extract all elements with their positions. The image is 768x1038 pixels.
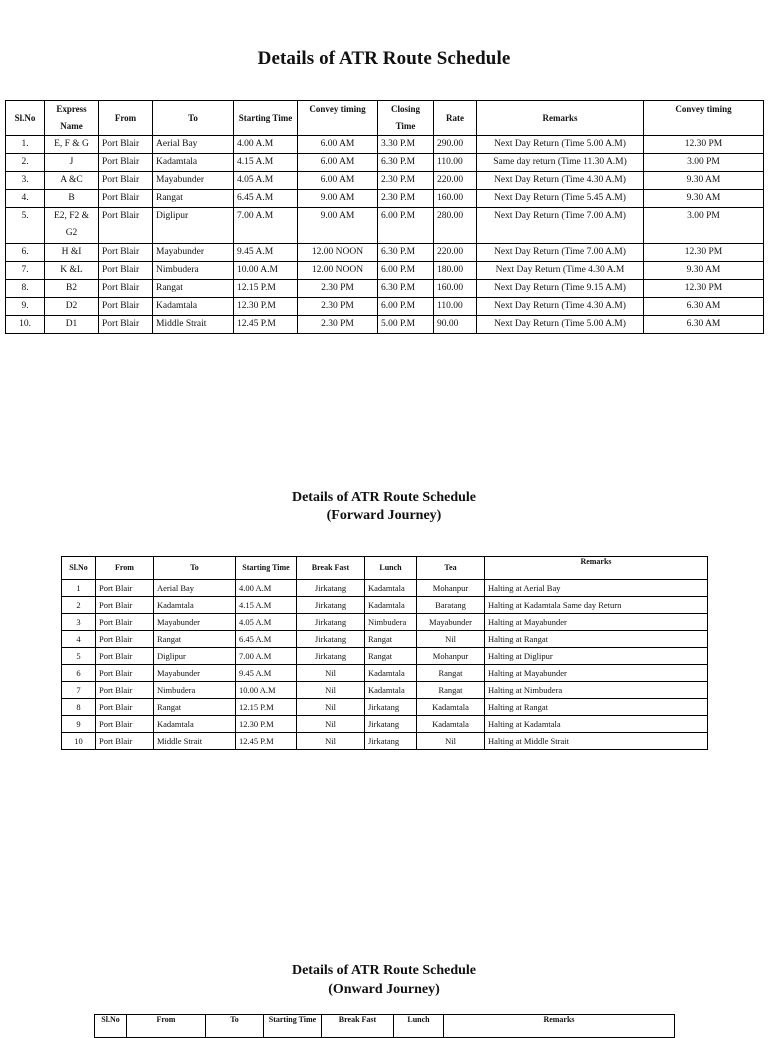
cell-from: Port Blair — [99, 316, 153, 334]
cell-start: 6.45 A.M — [236, 631, 297, 648]
table-row — [62, 665, 708, 682]
cell-start: 6.45 A.M — [234, 190, 298, 208]
cell-convey: 6.00 AM — [298, 172, 378, 190]
cell-convey: 2.30 PM — [298, 298, 378, 316]
cell-rate: 110.00 — [434, 298, 477, 316]
cell-express: E2, F2 & G2 — [45, 208, 99, 244]
cell-convey2: 9.30 AM — [644, 172, 764, 190]
cell-close: 2.30 P.M — [378, 190, 434, 208]
table-row — [62, 682, 708, 699]
table-row — [62, 614, 708, 631]
cell-convey2: 6.30 AM — [644, 298, 764, 316]
cell-tea: Kadamtala — [417, 699, 485, 716]
table-row — [62, 597, 708, 614]
header-convey-timing: Convey timing — [298, 101, 378, 136]
cell-close: 6.00 P.M — [378, 298, 434, 316]
cell-to: Middle Strait — [153, 316, 234, 334]
forward-subtitle: (Forward Journey) — [326, 508, 442, 523]
cell-convey2: 12.30 PM — [644, 280, 764, 298]
header-convey-timing-return: Convey timing — [644, 101, 764, 136]
cell-remarks: Halting at Rangat — [485, 699, 708, 716]
header-express-name: Express Name — [45, 101, 99, 136]
cell-start: 10.00 A.M — [236, 682, 297, 699]
table-row — [6, 172, 764, 190]
cell-from: Port Blair — [96, 648, 154, 665]
cell-to: Rangat — [154, 631, 236, 648]
cell-rate: 290.00 — [434, 136, 477, 154]
cell-from: Port Blair — [99, 280, 153, 298]
cell-slno: 6. — [6, 244, 45, 262]
cell-slno: 1. — [6, 136, 45, 154]
cell-to: Aerial Bay — [153, 136, 234, 154]
header-breakfast: Break Fast — [322, 1015, 394, 1038]
cell-close: 5.00 P.M — [378, 316, 434, 334]
cell-from: Port Blair — [99, 136, 153, 154]
header-remarks: Remarks — [444, 1015, 675, 1038]
cell-to: Diglipur — [153, 208, 234, 244]
cell-express: B2 — [45, 280, 99, 298]
header-from: From — [127, 1015, 206, 1038]
cell-express: B — [45, 190, 99, 208]
cell-rate: 160.00 — [434, 280, 477, 298]
header-slno: Sl.No — [95, 1015, 127, 1038]
cell-to: Nimbudera — [153, 262, 234, 280]
table-row — [6, 280, 764, 298]
cell-breakfast: Nil — [297, 665, 365, 682]
cell-from: Port Blair — [96, 733, 154, 750]
cell-start: 12.30 P.M — [236, 716, 297, 733]
cell-to: Rangat — [153, 280, 234, 298]
cell-rate: 220.00 — [434, 172, 477, 190]
cell-to: Mayabunder — [153, 244, 234, 262]
cell-slno: 3 — [62, 614, 96, 631]
cell-convey: 2.30 PM — [298, 316, 378, 334]
forward-title: Details of ATR Route Schedule — [291, 490, 477, 505]
cell-convey2: 12.30 PM — [644, 136, 764, 154]
cell-rate: 180.00 — [434, 262, 477, 280]
table-row — [6, 190, 764, 208]
cell-remarks: Next Day Return (Time 9.15 A.M) — [477, 280, 644, 298]
cell-to: Aerial Bay — [154, 580, 236, 597]
cell-tea: Nil — [417, 631, 485, 648]
cell-start: 12.45 P.M — [236, 733, 297, 750]
cell-slno: 10 — [62, 733, 96, 750]
table-row — [6, 244, 764, 262]
cell-from: Port Blair — [96, 614, 154, 631]
schedule-title: Details of ATR Route Schedule — [257, 48, 511, 69]
cell-breakfast: Nil — [297, 733, 365, 750]
header-slno: Sl.No — [6, 101, 45, 136]
cell-tea: Baratang — [417, 597, 485, 614]
cell-lunch: Kadamtala — [365, 665, 417, 682]
cell-to: Mayabunder — [154, 665, 236, 682]
cell-slno: 5 — [62, 648, 96, 665]
cell-convey2: 3.00 PM — [644, 154, 764, 172]
cell-to: Kadamtala — [154, 597, 236, 614]
cell-convey: 2.30 PM — [298, 280, 378, 298]
table-row — [6, 136, 764, 154]
cell-to: Rangat — [153, 190, 234, 208]
cell-tea: Mohanpur — [417, 648, 485, 665]
cell-remarks: Halting at Middle Strait — [485, 733, 708, 750]
cell-to: Mayabunder — [153, 172, 234, 190]
cell-start: 10.00 A.M — [234, 262, 298, 280]
cell-remarks: Next Day Return (Time 4.30 A.M) — [477, 298, 644, 316]
header-to: To — [154, 557, 236, 580]
cell-breakfast: Jirkatang — [297, 648, 365, 665]
onward-subtitle: (Onward Journey) — [328, 982, 440, 997]
cell-start: 4.05 A.M — [236, 614, 297, 631]
table-row — [62, 716, 708, 733]
cell-lunch: Kadamtala — [365, 597, 417, 614]
cell-convey: 12.00 NOON — [298, 244, 378, 262]
cell-from: Port Blair — [96, 580, 154, 597]
table-body — [6, 136, 764, 334]
cell-tea: Kadamtala — [417, 716, 485, 733]
table-body — [62, 580, 708, 750]
cell-from: Port Blair — [96, 699, 154, 716]
cell-from: Port Blair — [99, 244, 153, 262]
header-tea: Tea — [417, 557, 485, 580]
cell-start: 9.45 A.M — [236, 665, 297, 682]
cell-slno: 4 — [62, 631, 96, 648]
table-row — [62, 648, 708, 665]
cell-breakfast: Jirkatang — [297, 580, 365, 597]
cell-convey: 12.00 NOON — [298, 262, 378, 280]
cell-start: 12.15 P.M — [234, 280, 298, 298]
cell-start: 12.45 P.M — [234, 316, 298, 334]
cell-rate: 280.00 — [434, 208, 477, 244]
header-closing-time: Closing Time — [378, 101, 434, 136]
atr-route-schedule-table — [5, 100, 764, 334]
cell-close: 3.30 P.M — [378, 136, 434, 154]
table-header-row — [62, 557, 708, 580]
cell-slno: 5. — [6, 208, 45, 244]
header-lunch: Lunch — [365, 557, 417, 580]
cell-remarks: Next Day Return (Time 5.00 A.M) — [477, 136, 644, 154]
cell-lunch: Jirkatang — [365, 733, 417, 750]
header-remarks: Remarks — [485, 557, 708, 580]
cell-to: Mayabunder — [154, 614, 236, 631]
cell-remarks: Next Day Return (Time 4.30 A.M — [477, 262, 644, 280]
cell-lunch: Nimbudera — [365, 614, 417, 631]
table-row — [62, 733, 708, 750]
cell-convey2: 6.30 AM — [644, 316, 764, 334]
cell-breakfast: Nil — [297, 716, 365, 733]
table-row — [62, 631, 708, 648]
cell-slno: 8 — [62, 699, 96, 716]
table-row — [6, 208, 764, 244]
cell-remarks: Next Day Return (Time 7.00 A.M) — [477, 208, 644, 244]
cell-to: Kadamtala — [154, 716, 236, 733]
cell-remarks: Halting at Nimbudera — [485, 682, 708, 699]
cell-express: J — [45, 154, 99, 172]
cell-rate: 160.00 — [434, 190, 477, 208]
cell-to: Kadamtala — [153, 298, 234, 316]
cell-rate: 90.00 — [434, 316, 477, 334]
cell-slno: 4. — [6, 190, 45, 208]
cell-slno: 9. — [6, 298, 45, 316]
cell-breakfast: Nil — [297, 682, 365, 699]
cell-to: Nimbudera — [154, 682, 236, 699]
cell-remarks: Same day return (Time 11.30 A.M) — [477, 154, 644, 172]
header-starting-time: Starting Time — [236, 557, 297, 580]
cell-close: 6.00 P.M — [378, 262, 434, 280]
cell-close: 6.30 P.M — [378, 244, 434, 262]
cell-slno: 3. — [6, 172, 45, 190]
cell-express: H &I — [45, 244, 99, 262]
cell-convey2: 12.30 PM — [644, 244, 764, 262]
cell-from: Port Blair — [99, 190, 153, 208]
cell-breakfast: Jirkatang — [297, 631, 365, 648]
cell-breakfast: Jirkatang — [297, 597, 365, 614]
cell-breakfast: Jirkatang — [297, 614, 365, 631]
cell-start: 4.15 A.M — [234, 154, 298, 172]
cell-to: Rangat — [154, 699, 236, 716]
header-slno: Sl.No — [62, 557, 96, 580]
cell-from: Port Blair — [96, 682, 154, 699]
cell-tea: Nil — [417, 733, 485, 750]
cell-from: Port Blair — [96, 665, 154, 682]
cell-slno: 2. — [6, 154, 45, 172]
cell-slno: 2 — [62, 597, 96, 614]
cell-lunch: Kadamtala — [365, 580, 417, 597]
cell-convey2: 9.30 AM — [644, 190, 764, 208]
header-from: From — [99, 101, 153, 136]
cell-close: 6.30 P.M — [378, 154, 434, 172]
cell-start: 4.15 A.M — [236, 597, 297, 614]
cell-breakfast: Nil — [297, 699, 365, 716]
cell-lunch: Jirkatang — [365, 699, 417, 716]
header-lunch: Lunch — [394, 1015, 444, 1038]
cell-to: Kadamtala — [153, 154, 234, 172]
table-row — [62, 699, 708, 716]
table-header-row — [6, 101, 764, 136]
cell-remarks: Next Day Return (Time 4.30 A.M) — [477, 172, 644, 190]
cell-start: 4.00 A.M — [234, 136, 298, 154]
header-breakfast: Break Fast — [297, 557, 365, 580]
cell-convey2: 3.00 PM — [644, 208, 764, 244]
cell-remarks: Next Day Return (Time 5.45 A.M) — [477, 190, 644, 208]
cell-start: 4.00 A.M — [236, 580, 297, 597]
cell-start: 7.00 A.M — [236, 648, 297, 665]
cell-lunch: Rangat — [365, 648, 417, 665]
cell-to: Diglipur — [154, 648, 236, 665]
table-row — [6, 262, 764, 280]
table-row — [62, 580, 708, 597]
cell-slno: 6 — [62, 665, 96, 682]
table-row — [6, 298, 764, 316]
header-to: To — [206, 1015, 264, 1038]
cell-express: K &L — [45, 262, 99, 280]
cell-tea: Rangat — [417, 682, 485, 699]
cell-slno: 9 — [62, 716, 96, 733]
cell-express: A &C — [45, 172, 99, 190]
cell-start: 9.45 A.M — [234, 244, 298, 262]
cell-remarks: Halting at Rangat — [485, 631, 708, 648]
table-row — [6, 154, 764, 172]
cell-rate: 220.00 — [434, 244, 477, 262]
cell-slno: 10. — [6, 316, 45, 334]
cell-from: Port Blair — [96, 716, 154, 733]
cell-from: Port Blair — [99, 172, 153, 190]
cell-start: 12.30 P.M — [234, 298, 298, 316]
cell-remarks: Halting at Mayabunder — [485, 665, 708, 682]
cell-convey: 9.00 AM — [298, 208, 378, 244]
cell-slno: 8. — [6, 280, 45, 298]
cell-convey: 9.00 AM — [298, 190, 378, 208]
cell-lunch: Kadamtala — [365, 682, 417, 699]
cell-slno: 7 — [62, 682, 96, 699]
cell-slno: 1 — [62, 580, 96, 597]
header-from: From — [96, 557, 154, 580]
cell-convey2: 9.30 AM — [644, 262, 764, 280]
cell-lunch: Jirkatang — [365, 716, 417, 733]
cell-remarks: Halting at Kadamtala — [485, 716, 708, 733]
cell-to: Middle Strait — [154, 733, 236, 750]
cell-express: E, F & G — [45, 136, 99, 154]
cell-remarks: Next Day Return (Time 7.00 A.M) — [477, 244, 644, 262]
header-starting-time: Starting Time — [234, 101, 298, 136]
cell-from: Port Blair — [99, 298, 153, 316]
cell-start: 7.00 A.M — [234, 208, 298, 244]
cell-remarks: Next Day Return (Time 5.00 A.M) — [477, 316, 644, 334]
cell-tea: Mohanpur — [417, 580, 485, 597]
header-to: To — [153, 101, 234, 136]
cell-start: 4.05 A.M — [234, 172, 298, 190]
cell-start: 12.15 P.M — [236, 699, 297, 716]
header-starting-time: Starting Time — [264, 1015, 322, 1038]
cell-remarks: Halting at Aerial Bay — [485, 580, 708, 597]
cell-remarks: Halting at Diglipur — [485, 648, 708, 665]
cell-from: Port Blair — [99, 262, 153, 280]
cell-from: Port Blair — [96, 631, 154, 648]
onward-title: Details of ATR Route Schedule — [291, 963, 477, 978]
forward-journey-table — [61, 556, 708, 750]
cell-from: Port Blair — [96, 597, 154, 614]
cell-close: 6.30 P.M — [378, 280, 434, 298]
cell-close: 2.30 P.M — [378, 172, 434, 190]
cell-remarks: Halting at Mayabunder — [485, 614, 708, 631]
header-remarks: Remarks — [477, 101, 644, 136]
cell-rate: 110.00 — [434, 154, 477, 172]
cell-slno: 7. — [6, 262, 45, 280]
cell-tea: Rangat — [417, 665, 485, 682]
onward-journey-table — [94, 1014, 675, 1038]
table-row — [6, 316, 764, 334]
table-header-row — [95, 1015, 675, 1038]
cell-lunch: Rangat — [365, 631, 417, 648]
cell-express: D1 — [45, 316, 99, 334]
cell-from: Port Blair — [99, 154, 153, 172]
cell-express: D2 — [45, 298, 99, 316]
cell-from: Port Blair — [99, 208, 153, 244]
cell-convey: 6.00 AM — [298, 154, 378, 172]
cell-remarks: Halting at Kadamtala Same day Return — [485, 597, 708, 614]
cell-convey: 6.00 AM — [298, 136, 378, 154]
cell-close: 6.00 P.M — [378, 208, 434, 244]
cell-tea: Mayabunder — [417, 614, 485, 631]
header-rate: Rate — [434, 101, 477, 136]
